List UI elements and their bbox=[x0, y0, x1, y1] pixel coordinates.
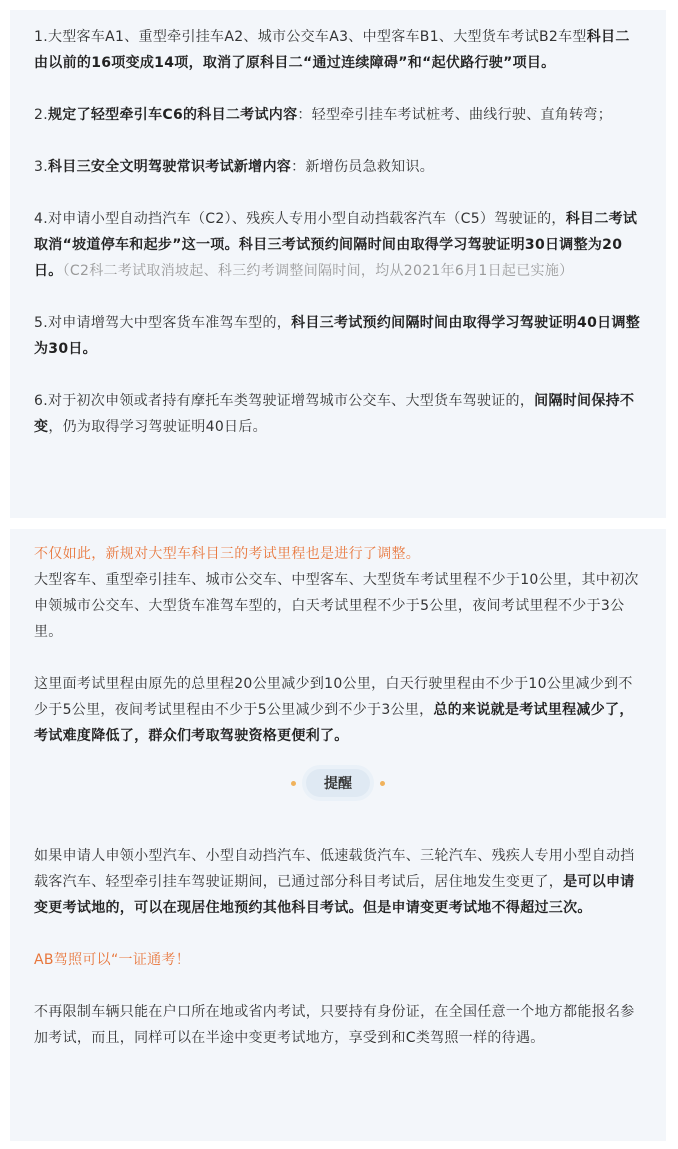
rule-5: 5.对申请增驾大中型客货车准驾车型的，科目三考试预约间隔时间由取得学习驾驶证明40日调整为30日。 bbox=[34, 315, 641, 357]
rule-3: 3.科目三安全文明驾驶常识考试新增内容：新增伤员急救知识。 bbox=[34, 159, 435, 175]
dot-icon bbox=[291, 781, 296, 786]
rule-2: 2.规定了轻型牵引车C6的科目二考试内容：轻型牵引挂车考试桩考、曲线行驶、直角转弯； bbox=[34, 107, 612, 123]
mileage-summary: 这里面考试里程由原先的总里程20公里减少到10公里，白天行驶里程由不少于10公里减少到不少于5公里，夜间考试里程由不少于5公里减少到不少于3公里，总的来说就是考试里程减少了，考试难度降低了，群众们考取驾驶资格更便利了。 bbox=[34, 676, 634, 744]
reminder-divider bbox=[34, 769, 642, 797]
ab-license-detail: 不再限制车辆只能在户口所在地或省内考试，只要持有身份证，在全国任意一个地方都能报名参加考试，而且，同样可以在半途中变更考试地方，享受到和C类驾照一样的待遇。 bbox=[34, 1004, 635, 1046]
rule-4: 4.对申请小型自动挡汽车（C2）、残疾人专用小型自动挡载客汽车（C5）驾驶证的，科目二考试取消“坡道停车和起步”这一项。科目三考试预约间隔时间由取得学习驾驶证明30日调整为20日。（C2科二考试取消坡起、科三约考调整间隔时间，均从2021年6月1日起已实施） bbox=[34, 211, 638, 279]
dot-icon bbox=[380, 781, 385, 786]
mileage-rule: 大型客车、重型牵引挂车、城市公交车、中型客车、大型货车考试里程不少于10公里，其中初次申领城市公交车、大型货车准驾车型的，白天考试里程不少于5公里，夜间考试里程不少于3公里。 bbox=[34, 572, 639, 640]
rules-card bbox=[10, 10, 666, 518]
rule-6: 6.对于初次申领或者持有摩托车类驾驶证增驾城市公交车、大型货车驾驶证的，间隔时间保持不变，仍为取得学习驾驶证明40日后。 bbox=[34, 393, 635, 435]
change-location-rule: 如果申请人申领小型汽车、小型自动挡汽车、低速载货汽车、三轮汽车、残疾人专用小型自动挡载客汽车、轻型牵引挂车驾驶证期间，已通过部分科目考试后，居住地发生变更了，是可以申请变更考试地的，可以在现居住地预约其他科目考试。但是申请变更考试地不得超过三次。 bbox=[34, 848, 635, 916]
rule-1: 1.大型客车A1、重型牵引挂车A2、城市公交车A3、中型客车B1、大型货车考试B2车型科目二由以前的16项变成14项，取消了原科目二“通过连续障碍”和“起伏路行驶”项目。 bbox=[34, 29, 630, 71]
ab-license-title: AB驾照可以“一证通考！ bbox=[34, 952, 191, 968]
reminder-badge: 提醒 bbox=[306, 769, 370, 797]
mileage-card bbox=[10, 529, 666, 1141]
mileage-intro: 不仅如此，新规对大型车科目三的考试里程也是进行了调整。 bbox=[34, 546, 421, 562]
